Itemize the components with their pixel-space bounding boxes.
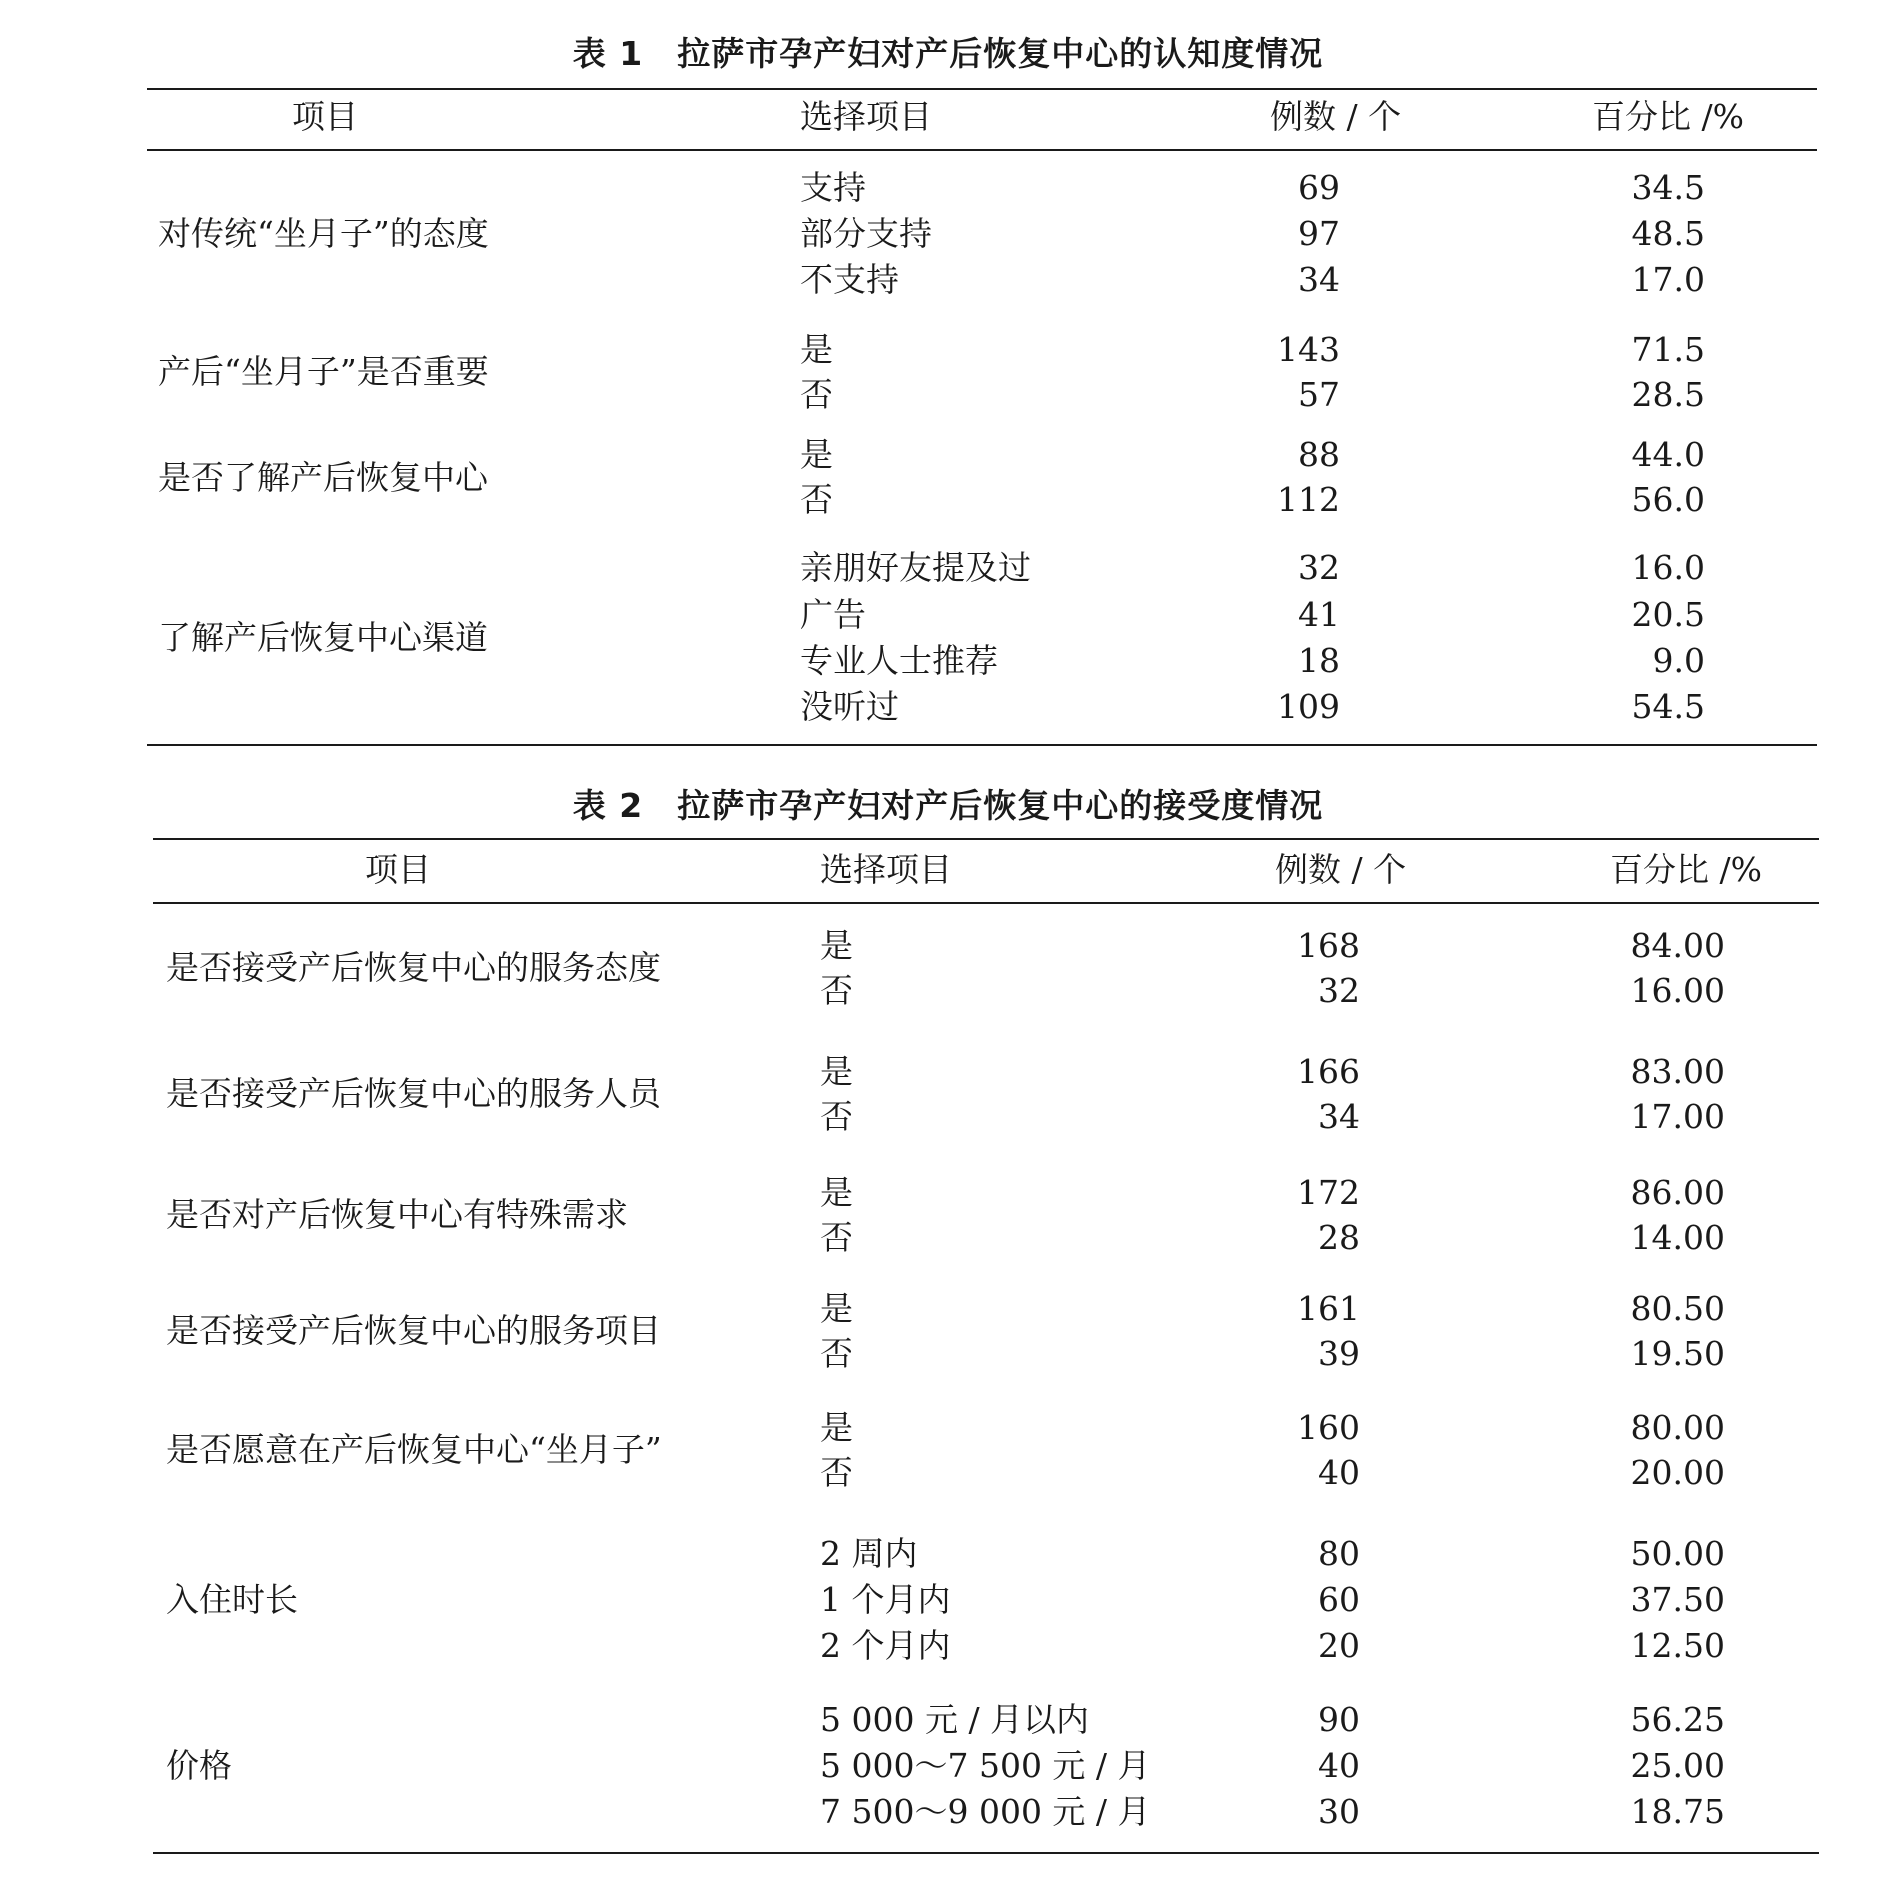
table2-count: 40 xyxy=(1318,1453,1360,1492)
table1-option: 否 xyxy=(800,480,833,519)
table1-percent: 48.5 xyxy=(1631,214,1705,253)
table2-percent: 20.00 xyxy=(1630,1453,1725,1492)
table1-option: 亲朋好友提及过 xyxy=(800,548,1031,587)
table1-option: 广告 xyxy=(800,595,866,634)
table2-percent: 83.00 xyxy=(1630,1052,1725,1091)
table2-group-item: 是否对产后恢复中心有特殊需求 xyxy=(166,1195,628,1234)
table1-count: 57 xyxy=(1298,375,1340,414)
table1-percent: 34.5 xyxy=(1631,168,1705,207)
table1-count: 143 xyxy=(1277,330,1340,369)
table2-option: 1 个月内 xyxy=(820,1580,951,1619)
table2-percent: 19.50 xyxy=(1630,1334,1725,1373)
table2-top-rule xyxy=(153,838,1819,840)
table2-count: 40 xyxy=(1318,1746,1360,1785)
table1-group-item: 是否了解产后恢复中心 xyxy=(158,458,488,497)
table2-percent: 80.50 xyxy=(1630,1289,1725,1328)
table1-bottom-rule xyxy=(147,744,1817,746)
table1-option: 支持 xyxy=(800,168,866,207)
table2-count: 60 xyxy=(1318,1580,1360,1619)
table2-option: 否 xyxy=(820,1334,853,1373)
table1-count: 112 xyxy=(1277,480,1340,519)
table1-percent: 17.0 xyxy=(1631,260,1705,299)
table2-header-count: 例数 / 个 xyxy=(1275,850,1407,889)
table2-percent: 25.00 xyxy=(1630,1746,1725,1785)
table2-header-item: 项目 xyxy=(365,850,431,889)
table1-count: 88 xyxy=(1298,435,1340,474)
table2-option: 否 xyxy=(820,1218,853,1257)
table1-count: 97 xyxy=(1298,214,1340,253)
table2-count: 172 xyxy=(1297,1173,1360,1212)
table1-count: 69 xyxy=(1298,168,1340,207)
table1-option: 是 xyxy=(800,330,833,369)
table1-header-item: 项目 xyxy=(292,97,358,136)
table2-group-item: 入住时长 xyxy=(166,1580,298,1619)
table1-group-item: 产后“坐月子”是否重要 xyxy=(158,352,489,391)
table2-percent: 86.00 xyxy=(1630,1173,1725,1212)
table2-count: 166 xyxy=(1297,1052,1360,1091)
table2-option: 2 个月内 xyxy=(820,1626,951,1665)
table2-option: 否 xyxy=(820,1453,853,1492)
table2-percent: 50.00 xyxy=(1630,1534,1725,1573)
table2-option: 是 xyxy=(820,1052,853,1091)
table2-option: 是 xyxy=(820,1289,853,1328)
table1-top-rule xyxy=(147,88,1817,90)
table2-percent: 17.00 xyxy=(1630,1097,1725,1136)
table1-option: 部分支持 xyxy=(800,214,932,253)
table2-percent: 16.00 xyxy=(1630,971,1725,1010)
table2-group-item: 是否接受产后恢复中心的服务人员 xyxy=(166,1074,661,1113)
table1-percent: 20.5 xyxy=(1631,595,1705,634)
table1-header-count: 例数 / 个 xyxy=(1270,97,1402,136)
table1-percent: 54.5 xyxy=(1631,687,1705,726)
table2-option: 5 000～7 500 元 / 月 xyxy=(820,1746,1151,1785)
table2-group-item: 是否接受产后恢复中心的服务项目 xyxy=(166,1311,661,1350)
table2-option: 7 500～9 000 元 / 月 xyxy=(820,1792,1151,1831)
table2-count: 28 xyxy=(1318,1218,1360,1257)
table2-percent: 18.75 xyxy=(1630,1792,1725,1831)
table2-percent: 14.00 xyxy=(1630,1218,1725,1257)
table2-option: 是 xyxy=(820,926,853,965)
table2-group-item: 是否愿意在产后恢复中心“坐月子” xyxy=(166,1430,662,1469)
table1-percent: 71.5 xyxy=(1631,330,1705,369)
table1-percent: 28.5 xyxy=(1631,375,1705,414)
table1-count: 109 xyxy=(1277,687,1340,726)
table2-title: 表 2 拉萨市孕产妇对产后恢复中心的接受度情况 xyxy=(572,786,1324,825)
table1-percent: 9.0 xyxy=(1652,641,1705,680)
table1-option: 没听过 xyxy=(800,687,899,726)
table2-count: 160 xyxy=(1297,1408,1360,1447)
table2-percent: 56.25 xyxy=(1630,1700,1725,1739)
table2-option: 否 xyxy=(820,1097,853,1136)
table1-header-rule xyxy=(147,149,1817,151)
table2-option: 5 000 元 / 月以内 xyxy=(820,1700,1090,1739)
table1-count: 34 xyxy=(1298,260,1340,299)
table2-option: 否 xyxy=(820,971,853,1010)
table2-percent: 84.00 xyxy=(1630,926,1725,965)
table2-header-option: 选择项目 xyxy=(820,850,952,889)
table2-count: 161 xyxy=(1297,1289,1360,1328)
table1-percent: 16.0 xyxy=(1631,548,1705,587)
table2-group-item: 是否接受产后恢复中心的服务态度 xyxy=(166,948,661,987)
table2-count: 80 xyxy=(1318,1534,1360,1573)
table1-percent: 44.0 xyxy=(1631,435,1705,474)
table1-header-percent: 百分比 /% xyxy=(1592,97,1744,136)
table2-count: 90 xyxy=(1318,1700,1360,1739)
table1-option: 否 xyxy=(800,375,833,414)
table2-option: 是 xyxy=(820,1408,853,1447)
table2-percent: 80.00 xyxy=(1630,1408,1725,1447)
table2-count: 32 xyxy=(1318,971,1360,1010)
table1-option: 是 xyxy=(800,435,833,474)
table1-group-item: 了解产后恢复中心渠道 xyxy=(158,618,488,657)
table1-group-item: 对传统“坐月子”的态度 xyxy=(158,214,489,253)
table2-count: 30 xyxy=(1318,1792,1360,1831)
table1-header-option: 选择项目 xyxy=(800,97,932,136)
table1-option: 不支持 xyxy=(800,260,899,299)
table2-percent: 37.50 xyxy=(1630,1580,1725,1619)
table2-option: 是 xyxy=(820,1173,853,1212)
table1-percent: 56.0 xyxy=(1631,480,1705,519)
table1-count: 32 xyxy=(1298,548,1340,587)
table2-count: 20 xyxy=(1318,1626,1360,1665)
table2-bottom-rule xyxy=(153,1852,1819,1854)
table2-header-rule xyxy=(153,902,1819,904)
table2-option: 2 周内 xyxy=(820,1534,918,1573)
table2-header-percent: 百分比 /% xyxy=(1610,850,1762,889)
table2-count: 34 xyxy=(1318,1097,1360,1136)
table1-count: 41 xyxy=(1298,595,1340,634)
table1-count: 18 xyxy=(1298,641,1340,680)
table2-group-item: 价格 xyxy=(166,1746,232,1785)
table1-option: 专业人士推荐 xyxy=(800,641,998,680)
table2-percent: 12.50 xyxy=(1630,1626,1725,1665)
table2-count: 168 xyxy=(1297,926,1360,965)
table2-count: 39 xyxy=(1318,1334,1360,1373)
table1-title: 表 1 拉萨市孕产妇对产后恢复中心的认知度情况 xyxy=(572,34,1324,73)
